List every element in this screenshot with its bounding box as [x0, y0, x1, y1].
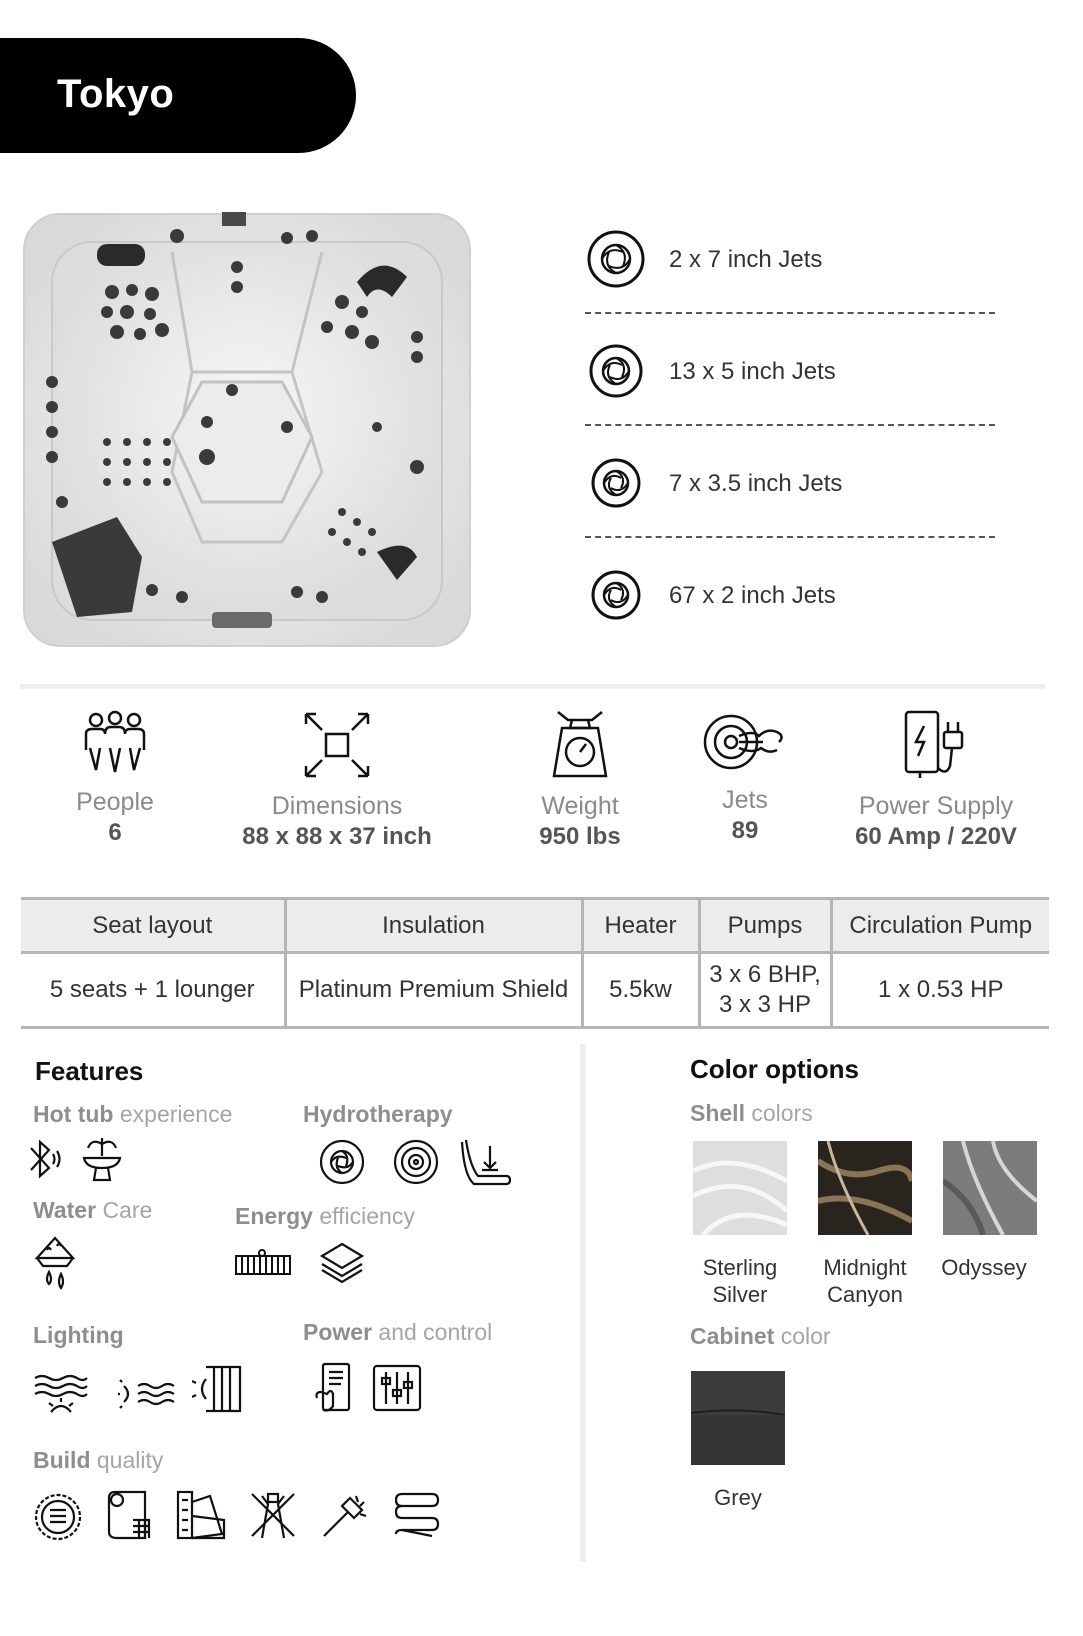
vertical-divider — [580, 1044, 586, 1562]
table-cell: 5.5kw — [582, 953, 699, 1028]
spec-label: Jets — [722, 786, 768, 814]
color-options-title: Color options — [690, 1054, 859, 1084]
table-cell: Platinum Premium Shield — [285, 953, 582, 1028]
table-header: Circulation Pump — [831, 899, 1049, 953]
divider — [585, 312, 995, 314]
spec-power — [836, 710, 1036, 851]
table-cell: 5 seats + 1 lounger — [21, 953, 285, 1028]
jet-row — [585, 340, 995, 452]
jet-icon — [585, 564, 647, 626]
jet-row — [585, 564, 995, 676]
table-header: Heater — [582, 899, 699, 953]
jet-icon — [585, 452, 647, 514]
spec-value: 6 — [108, 819, 122, 846]
features-title: Features — [35, 1056, 144, 1086]
insulation-panel-icon — [234, 1248, 292, 1278]
color-swatches-icon — [176, 1490, 226, 1540]
dimensions-icon — [302, 710, 372, 780]
shell-colors-heading: Shell colors — [690, 1100, 813, 1126]
no-tools-icon — [248, 1490, 298, 1540]
layers-icon — [318, 1240, 366, 1286]
jets-icon — [703, 710, 787, 774]
swatch-sterling-silver[interactable] — [693, 1141, 787, 1235]
table-cell: 1 x 0.53 HP — [831, 953, 1049, 1028]
product-title: Tokyo — [57, 72, 175, 116]
jets-list — [585, 228, 995, 676]
jet-row — [585, 452, 995, 564]
jet-icon — [318, 1138, 366, 1186]
swatch-midnight-canyon[interactable] — [818, 1141, 912, 1235]
swatch-label: Grey — [714, 1485, 762, 1510]
spec-value: 88 x 88 x 37 inch — [242, 823, 432, 850]
jet-icon — [585, 340, 647, 402]
lighting-heading: Lighting — [33, 1322, 124, 1348]
hot-tub-experience-heading: Hot tub experience — [33, 1101, 233, 1127]
cabinet-light-icon — [192, 1363, 244, 1415]
divider — [20, 684, 1045, 689]
pumps-line-1: 3 x 6 BHP, — [709, 961, 821, 988]
mood-light-icon — [118, 1376, 176, 1412]
jet-label: 13 x 5 inch Jets — [669, 358, 836, 385]
scale-icon — [548, 710, 612, 780]
hydrotherapy-heading: Hydrotherapy — [303, 1101, 453, 1127]
spec-value: 89 — [731, 817, 759, 844]
table-header: Pumps — [699, 899, 831, 953]
table-header: Seat layout — [21, 899, 285, 953]
build-quality-heading: Build quality — [33, 1447, 164, 1473]
seat-massage-icon — [460, 1136, 512, 1186]
water-care-heading: Water Care — [33, 1197, 153, 1223]
hammer-icon — [320, 1492, 370, 1540]
power-control-heading: Power and control — [303, 1319, 493, 1345]
jet-row — [585, 228, 995, 340]
swatch-label: Odyssey — [941, 1255, 1027, 1280]
spec-value: 950 lbs — [539, 823, 621, 850]
jet-label: 7 x 3.5 inch Jets — [669, 470, 843, 497]
swatch-label: Midnight Canyon — [823, 1255, 907, 1307]
divider — [585, 536, 995, 538]
spec-jets — [690, 710, 800, 845]
jet-label: 2 x 7 inch Jets — [669, 246, 823, 273]
water-care-icon — [33, 1236, 77, 1292]
pumps-line-2: 3 x 3 HP — [718, 991, 812, 1018]
spec-label: Weight — [541, 792, 619, 820]
cabinet-color-heading: Cabinet color — [690, 1323, 831, 1349]
spec-dimensions — [232, 710, 442, 851]
fountain-icon — [80, 1134, 124, 1184]
remote-control-icon — [313, 1362, 353, 1414]
control-sliders-icon — [372, 1364, 422, 1412]
energy-efficiency-heading: Energy efficiency — [235, 1203, 415, 1229]
cover-icon — [392, 1490, 442, 1540]
table-row — [21, 953, 1049, 1028]
underwater-light-icon — [33, 1372, 89, 1414]
people-icon — [82, 710, 148, 776]
spec-table — [21, 897, 1049, 1029]
spec-label: Power Supply — [858, 792, 1014, 820]
table-header-row — [21, 899, 1049, 953]
quality-seal-icon — [33, 1492, 83, 1542]
swatch-label: Sterling Silver — [702, 1255, 778, 1307]
table-header: Insulation — [285, 899, 582, 953]
spec-label: People — [76, 788, 154, 816]
swatch-grey[interactable] — [691, 1371, 785, 1465]
spiral-jet-icon — [392, 1138, 440, 1186]
power-supply-icon — [900, 710, 972, 780]
spec-value: 60 Amp / 220V — [855, 823, 1017, 850]
material-roll-icon — [105, 1490, 155, 1542]
hot-tub-image — [22, 212, 472, 648]
jet-label: 67 x 2 inch Jets — [669, 582, 836, 609]
swatch-odyssey[interactable] — [943, 1141, 1037, 1235]
spec-label: Dimensions — [271, 792, 403, 820]
divider — [585, 424, 995, 426]
table-cell — [699, 953, 831, 1028]
spec-weight — [510, 710, 650, 851]
jet-icon — [585, 228, 647, 290]
bluetooth-icon — [27, 1136, 63, 1182]
title-banner — [0, 38, 356, 153]
spec-people — [55, 710, 175, 847]
